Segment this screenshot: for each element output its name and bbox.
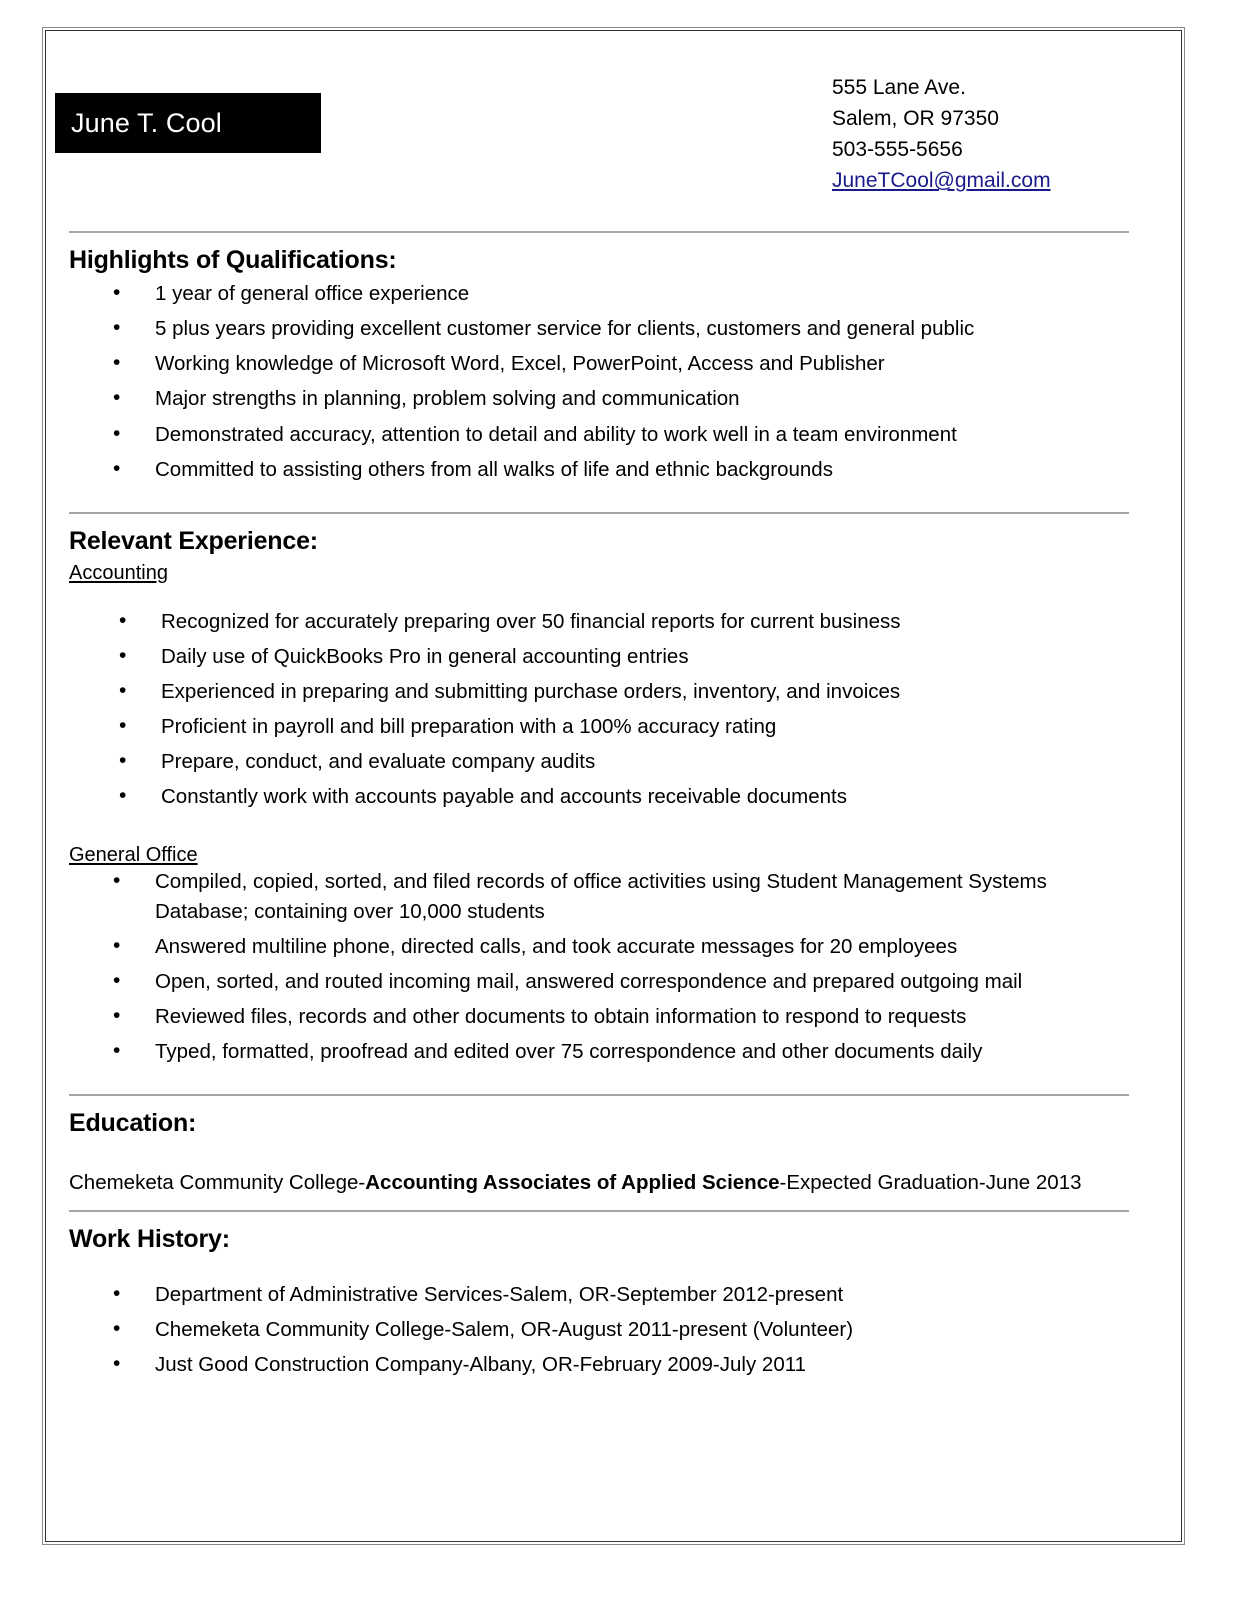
list-item: • Just Good Construction Company-Albany, OR-February 2009-July 2011: [113, 1350, 1129, 1380]
divider-above-education: [69, 1094, 1129, 1096]
contact-email-link[interactable]: JuneTCool@gmail.com: [832, 169, 1051, 193]
contact-block: [832, 72, 1162, 196]
education-school: Chemeketa Community College-: [69, 1171, 366, 1195]
section-title-experience: Relevant Experience:: [69, 526, 318, 555]
contact-street: 555 Lane Ave.: [832, 76, 966, 99]
section-title-highlights: Highlights of Qualifications:: [69, 246, 397, 274]
section-highlights: [43, 245, 1184, 512]
divider-above-highlights: [69, 231, 1129, 233]
subheading-accounting: Accounting: [69, 561, 168, 584]
list-item: • Daily use of QuickBooks Pro in general accounting entries: [119, 642, 1129, 672]
list-item: • Constantly work with accounts payable and accounts receivable documents: [119, 782, 1129, 812]
list-item: • 5 plus years providing excellent customer service for clients, customers and general public: [113, 314, 1129, 344]
list-item: • Answered multiline phone, directed calls, and took accurate messages for 20 employees: [113, 932, 1129, 962]
contact-city-state-zip: Salem, OR 97350: [832, 107, 999, 131]
list-item: • Committed to assisting others from all walks of life and ethnic backgrounds: [113, 455, 1129, 485]
contact-phone: 503-555-5656: [832, 138, 963, 162]
name-badge: [55, 93, 321, 153]
section-work-history: [43, 1224, 1184, 1380]
list-item: • Prepare, conduct, and evaluate company audits: [119, 747, 1129, 777]
accounting-list: [69, 607, 1129, 813]
list-item: • Experienced in preparing and submitting purchase orders, inventory, and invoices: [119, 677, 1129, 707]
resume-page: [42, 27, 1185, 1545]
candidate-name: June T. Cool: [71, 107, 222, 138]
experience-group-general-office: [69, 842, 1129, 867]
divider-above-experience: [69, 512, 1129, 514]
list-item: • Department of Administrative Services-Salem, OR-September 2012-present: [113, 1280, 1129, 1310]
resume-header: [43, 28, 1184, 231]
education-degree: Accounting Associates of Applied Science: [365, 1171, 780, 1195]
list-item: • Major strengths in planning, problem solving and communication: [113, 384, 1129, 414]
list-item: • Working knowledge of Microsoft Word, Excel, PowerPoint, Access and Publisher: [113, 349, 1129, 379]
resume-content: [43, 28, 1184, 1544]
divider-above-work-history: [69, 1210, 1129, 1212]
list-item: • Recognized for accurately preparing over 50 financial reports for current business: [119, 607, 1129, 637]
experience-group-accounting: [69, 560, 1129, 585]
education-entry: [69, 1168, 1129, 1198]
section-education: [43, 1108, 1184, 1210]
list-item: • Chemeketa Community College-Salem, OR-August 2011-present (Volunteer): [113, 1315, 1129, 1345]
section-title-work-history: Work History:: [69, 1224, 230, 1253]
general-office-list: [69, 867, 1129, 1068]
section-experience: [43, 526, 1184, 1095]
list-item: • Demonstrated accuracy, attention to detail and ability to work well in a team environment: [113, 420, 1129, 450]
section-title-education: Education:: [69, 1109, 197, 1138]
list-item: • Proficient in payroll and bill preparation with a 100% accuracy rating: [119, 712, 1129, 742]
subheading-general-office: General Office: [69, 843, 198, 866]
list-item: • 1 year of general office experience: [113, 279, 1129, 309]
list-item: • Compiled, copied, sorted, and filed records of office activities using Student Management Systems Database; containing over 10,000 students: [113, 867, 1129, 927]
education-graduation: -Expected Graduation-June 2013: [779, 1171, 1082, 1195]
list-item: • Reviewed files, records and other documents to obtain information to respond to requests: [113, 1002, 1129, 1032]
highlights-list: [69, 279, 1129, 485]
work-history-list: [69, 1280, 1129, 1380]
list-item: • Typed, formatted, proofread and edited over 75 correspondence and other documents daily: [113, 1037, 1129, 1067]
list-item: • Open, sorted, and routed incoming mail, answered correspondence and prepared outgoing mail: [113, 967, 1129, 997]
